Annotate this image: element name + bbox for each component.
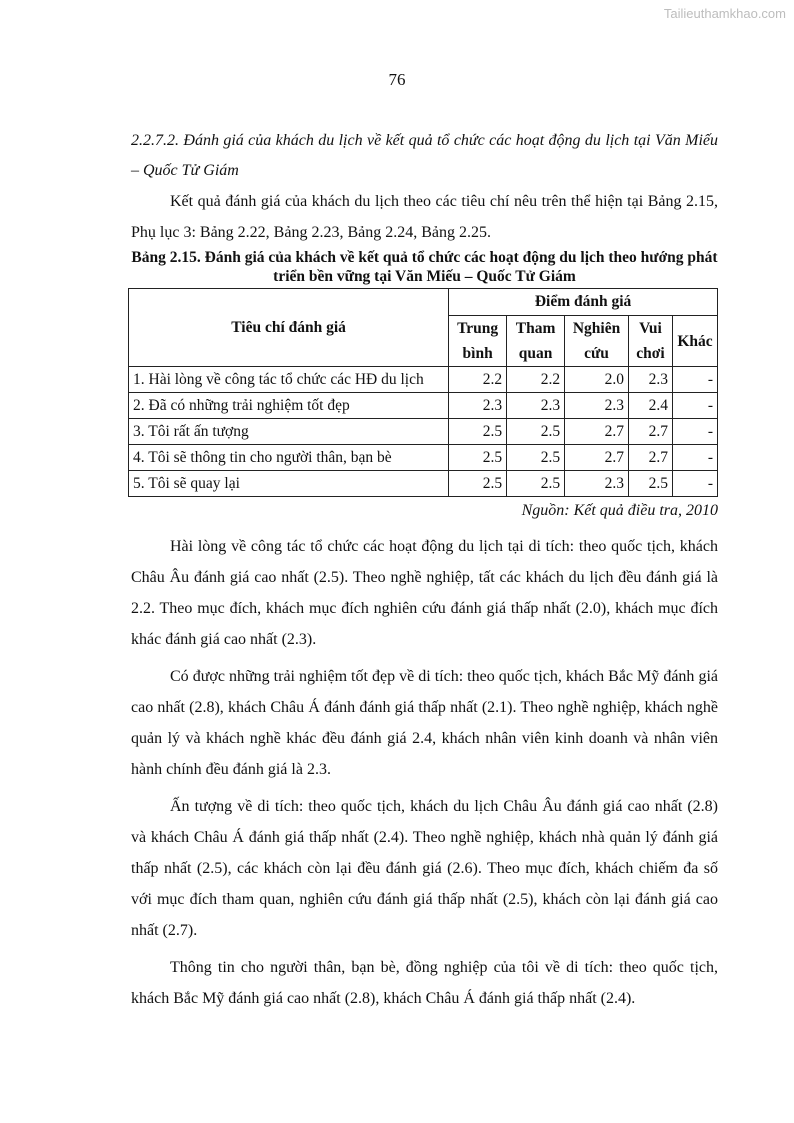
column-header: Vui chơi [629, 316, 673, 367]
value-cell: - [672, 419, 717, 445]
value-cell: 2.5 [507, 445, 565, 471]
table-row [129, 367, 718, 393]
body-paragraph: Hài lòng về công tác tổ chức các hoạt động du lịch tại di tích: theo quốc tịch, khách Châu Âu đánh giá cao nhất (2.5). Theo nghề nghiệp, tất các khách du lịch đều đánh giá là 2.2. Theo mục đích, khách mục đích nghiên cứu đánh giá thấp nhất (2.0), khách mục đích khác đánh giá cao nhất (2.3). [131, 538, 718, 648]
value-cell: 2.5 [449, 471, 507, 497]
criterion-cell: 3. Tôi rất ấn tượng [129, 419, 449, 445]
table-row [129, 419, 718, 445]
column-header: Tham quan [507, 316, 565, 367]
value-cell: 2.0 [565, 367, 629, 393]
column-header: Trung bình [449, 316, 507, 367]
table-row [129, 471, 718, 497]
body-paragraph: Có được những trải nghiệm tốt đẹp về di tích: theo quốc tịch, khách Bắc Mỹ đánh giá cao nhất (2.8), khách Châu Á đánh đánh giá thấp nhất (2.1). Theo nghề nghiệp, khách nghề quản lý và khách nghề khác đều đánh giá 2.4, khách nhân viên kinh doanh và nhân viên hành chính đều đánh giá là 2.3. [131, 668, 718, 778]
page-number: 76 [388, 70, 406, 89]
score-group-header: Điểm đánh giá [449, 289, 718, 316]
value-cell: 2.3 [565, 393, 629, 419]
table-row [129, 445, 718, 471]
value-cell: 2.5 [507, 471, 565, 497]
value-cell: - [672, 367, 717, 393]
table-row [129, 393, 718, 419]
value-cell: 2.3 [629, 367, 673, 393]
evaluation-table [128, 288, 718, 497]
table-header-row [129, 289, 718, 316]
column-header: Khác [672, 316, 717, 367]
value-cell: 2.7 [565, 445, 629, 471]
criteria-header: Tiêu chí đánh giá [129, 289, 449, 367]
criterion-cell: 1. Hài lòng về công tác tổ chức các HĐ du lịch [129, 367, 449, 393]
value-cell: 2.3 [565, 471, 629, 497]
value-cell: 2.5 [449, 445, 507, 471]
value-cell: 2.7 [629, 445, 673, 471]
value-cell: - [672, 445, 717, 471]
body-paragraph: Ấn tượng về di tích: theo quốc tịch, khách du lịch Châu Âu đánh giá cao nhất (2.8) và khách Châu Á đánh giá thấp nhất (2.4). Theo nghề nghiệp, khách nhà quản lý đánh giá thấp nhất (2.5), các khách còn lại đều đánh giá (2.6). Theo mục đích, khách chiếm đa số với mục đích tham quan, nghiên cứu đánh giá thấp nhất (2.5), khách còn lại đánh giá cao nhất (2.7). [131, 798, 718, 939]
criterion-cell: 5. Tôi sẽ quay lại [129, 471, 449, 497]
value-cell: 2.7 [629, 419, 673, 445]
value-cell: 2.7 [565, 419, 629, 445]
table-source: Nguồn: Kết quả điều tra, 2010 [521, 502, 718, 519]
intro-paragraph: Kết quả đánh giá của khách du lịch theo các tiêu chí nêu trên thể hiện tại Bảng 2.15, Phụ lục 3: Bảng 2.22, Bảng 2.23, Bảng 2.24, Bảng 2.25. [131, 193, 718, 241]
value-cell: 2.3 [449, 393, 507, 419]
value-cell: 2.5 [507, 419, 565, 445]
body-paragraph: Thông tin cho người thân, bạn bè, đồng nghiệp của tôi về di tích: theo quốc tịch, khách Bắc Mỹ đánh giá cao nhất (2.8), khách Châu Á đánh giá thấp nhất (2.4). [131, 959, 718, 1007]
value-cell: 2.3 [507, 393, 565, 419]
value-cell: 2.4 [629, 393, 673, 419]
value-cell: - [672, 393, 717, 419]
table-title: Bảng 2.15. Đánh giá của khách về kết quả tổ chức các hoạt động du lịch theo hướng phát triển bền vững tại Văn Miếu – Quốc Tử Giám [131, 249, 718, 285]
value-cell: 2.2 [449, 367, 507, 393]
criterion-cell: 2. Đã có những trải nghiệm tốt đẹp [129, 393, 449, 419]
value-cell: - [672, 471, 717, 497]
value-cell: 2.5 [629, 471, 673, 497]
watermark: Tailieuthamkhao.com [663, 6, 786, 21]
criterion-cell: 4. Tôi sẽ thông tin cho người thân, bạn bè [129, 445, 449, 471]
section-heading: 2.2.7.2. Đánh giá của khách du lịch về kết quả tổ chức các hoạt động du lịch tại Văn Miếu – Quốc Tử Giám [131, 132, 718, 179]
value-cell: 2.2 [507, 367, 565, 393]
value-cell: 2.5 [449, 419, 507, 445]
column-header: Nghiên cứu [565, 316, 629, 367]
page-content [131, 126, 718, 1014]
